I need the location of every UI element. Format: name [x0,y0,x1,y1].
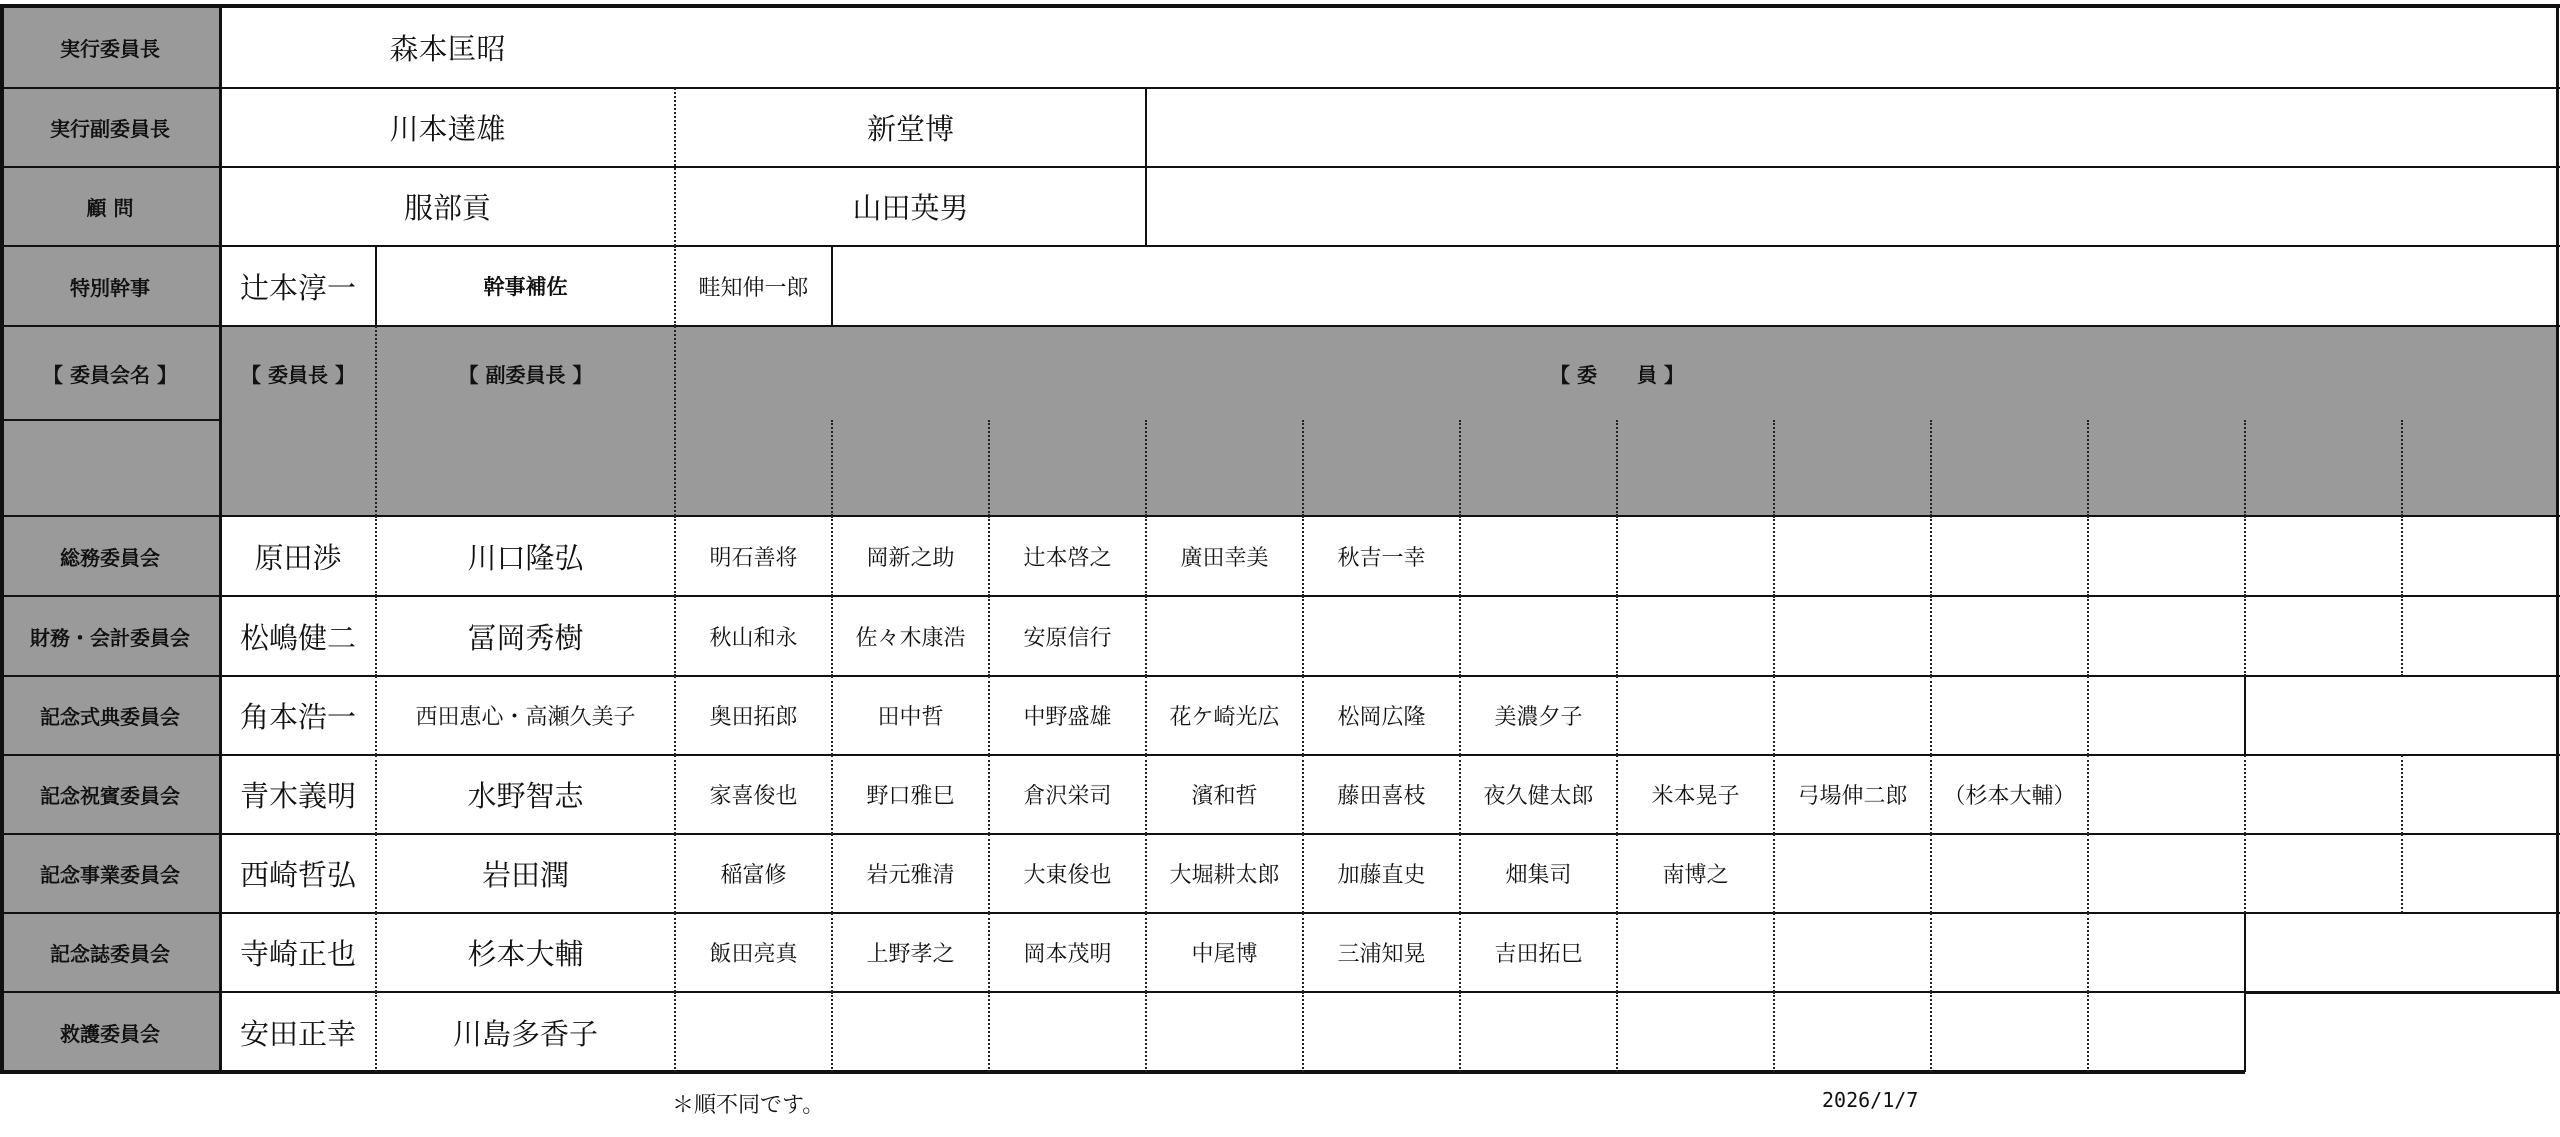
committee-member: 岡本茂明 [1023,942,1112,967]
row-dotted-divider [2401,834,2403,913]
row-dotted-divider [2401,755,2403,834]
row-dotted-divider [375,516,377,596]
row-dotted-divider [1930,516,1932,596]
top-dotted-divider [674,88,676,246]
committee-member [2245,676,2402,755]
committee-member: 岡新之助 [866,545,955,571]
row-dotted-divider [2244,834,2246,913]
chairman-label: 実行委員長 [0,6,220,88]
committee-member [2402,755,2559,834]
committee-member [2088,755,2245,834]
committee-member: 辻本啓之 [1023,545,1112,571]
row-dotted-divider [988,834,990,913]
committee-name: 総務委員会 [0,516,220,596]
committee-member: 佐々木康浩 [855,625,966,651]
committee-member: 飯田亮真 [709,942,798,967]
assistant-label: 幹事補佐 [483,275,568,299]
committee-member [1774,834,1931,913]
committee-vice: 水野智志 [467,779,584,813]
header-dotted-divider [1616,420,1618,516]
committee-member [1931,676,2088,755]
row-end-border [2244,992,2246,1072]
committee-member: 夜久健太郎 [1483,784,1594,809]
committee-member: 奥田拓郎 [709,705,798,730]
committee-member [1303,992,1460,1072]
row-dotted-divider [375,596,377,676]
committee-member [2402,596,2559,676]
row-dotted-divider [1930,676,1932,755]
header-members: 【 委 員 】 [675,326,2559,420]
committee-member [1774,516,1931,596]
row-dotted-divider [1459,676,1461,755]
committee-member [1774,992,1931,1072]
committee-member [1617,913,1774,992]
row-dotted-divider [1302,834,1304,913]
committee-name: 記念祝賓委員会 [0,755,220,834]
committee-member [1774,676,1931,755]
committee-member: 稲富修 [720,863,787,888]
row-dotted-divider [1302,913,1304,992]
header-dotted-divider [988,420,990,516]
row-dotted-divider [1145,676,1147,755]
committee-member [2245,834,2402,913]
row-dotted-divider [831,676,833,755]
header-chair: 【 委員長 】 [220,326,376,420]
header-dotted-divider [2244,420,2246,516]
committee-member: 南博之 [1662,863,1729,888]
committee-member [1617,676,1774,755]
committee-member: 松岡広隆 [1337,705,1426,730]
committee-member [675,992,832,1072]
row-dotted-divider [1930,596,1932,676]
committee-member: 三浦知晃 [1337,942,1426,967]
committee-member [1460,992,1617,1072]
committee-vice: 川口隆弘 [467,540,584,575]
footer-date: 2026/1/7 [1822,1088,1919,1112]
header-dotted-divider [674,326,676,516]
committee-member [2088,913,2245,992]
committee-chair: 安田正幸 [239,1016,356,1051]
committee-member: 安原信行 [1023,625,1112,651]
committee-member: 上野孝之 [866,942,955,967]
row-dotted-divider [674,992,676,1072]
committee-member [1931,834,2088,913]
committee-vice: 杉本大輔 [467,937,584,971]
row-dotted-divider [674,913,676,992]
header-dotted-divider [1773,420,1775,516]
row-dotted-divider [2087,992,2089,1072]
row-dotted-divider [1459,992,1461,1072]
row-dotted-divider [1773,516,1775,596]
row-line [0,245,2560,247]
committee-name: 記念誌委員会 [0,913,220,992]
committee-member [1617,516,1774,596]
committee-vice: 川島多香子 [452,1016,598,1051]
row-dotted-divider [674,755,676,834]
committee-member: 野口雅巳 [866,784,955,809]
row-dotted-divider [1773,913,1775,992]
committee-member: 岩元雅清 [866,863,955,888]
committee-member [2402,676,2559,755]
committee-member [989,992,1146,1072]
committee-member [2088,676,2245,755]
header-dotted-divider [1459,420,1461,516]
row-dotted-divider [1773,596,1775,676]
header-dotted-divider [2401,420,2403,516]
row-dotted-divider [1773,676,1775,755]
row-dotted-divider [1302,516,1304,596]
row-dotted-divider [2087,516,2089,596]
vice-chairman-name-1: 川本達雄 [389,112,506,146]
row-dotted-divider [988,913,990,992]
committee-member [2088,516,2245,596]
row-end-border [2244,676,2246,755]
row-dotted-divider [1145,834,1147,913]
committee-member: 大東俊也 [1023,863,1112,888]
row-dotted-divider [375,913,377,992]
row-dotted-divider [1145,992,1147,1072]
row-dotted-divider [674,676,676,755]
committee-member [2245,913,2402,992]
committee-member [1303,596,1460,676]
row-dotted-divider [831,596,833,676]
header-dotted-divider [2087,420,2089,516]
row-dotted-divider [1773,992,1775,1072]
row-dotted-divider [1930,834,1932,913]
committee-member [2088,992,2245,1072]
committee-member [1774,913,1931,992]
header-vice: 【 副委員長 】 [376,326,675,420]
committee-member: 弓場伸二郎 [1797,784,1908,809]
committee-member: 大堀耕太郎 [1169,863,1280,888]
row-dotted-divider [2244,516,2246,596]
row-dotted-divider [1616,755,1618,834]
row-line [2245,991,2560,994]
committee-member [2402,834,2559,913]
committee-member [1931,913,2088,992]
committee-member [2245,992,2402,1072]
committee-member [1460,516,1617,596]
outer-border-bottom [0,1070,2245,1074]
row-line [0,991,2245,993]
row-dotted-divider [831,516,833,596]
advisor-name-2: 山田英男 [852,191,969,225]
row-dotted-divider [375,834,377,913]
advisor-name-1: 服部貢 [403,191,491,225]
committee-member: 米本晃子 [1651,784,1740,809]
committee-member [2402,913,2559,992]
row-line [0,833,2560,835]
row-line [0,87,2560,89]
row-dotted-divider [831,834,833,913]
committee-member [1460,596,1617,676]
committee-member: 加藤直史 [1337,863,1426,888]
row-dotted-divider [674,516,676,596]
committee-chair: 原田渉 [254,540,342,575]
row-dotted-divider [1616,676,1618,755]
row-dotted-divider [2244,755,2246,834]
row-dotted-divider [1302,676,1304,755]
vice-chairman-name-2: 新堂博 [866,112,954,146]
row-line [0,675,2560,677]
committee-member [2088,834,2245,913]
row-dotted-divider [1302,596,1304,676]
row-dotted-divider [674,596,676,676]
row-dotted-divider [988,992,990,1072]
row-dotted-divider [1616,596,1618,676]
committee-member: （杉本大輔） [1943,784,2076,809]
committee-member [2245,516,2402,596]
header-dotted-divider [375,326,377,516]
row-dotted-divider [375,755,377,834]
committee-member: 廣田幸美 [1180,545,1269,571]
committee-member: 明石善将 [709,545,798,571]
top-dotted-divider [674,246,676,326]
row-line [0,912,2560,914]
footer-note: ＊順不同です。 [672,1093,825,1118]
committee-member [1931,516,2088,596]
committee-member [2402,992,2559,1072]
committee-chair: 角本浩一 [239,700,356,734]
row-dotted-divider [2401,596,2403,676]
committee-member: 畑集司 [1505,863,1572,888]
committee-member [1931,596,2088,676]
committee-member: 倉沢栄司 [1023,784,1112,809]
committee-member: 秋山和永 [709,625,798,651]
committee-member [2245,596,2402,676]
header-dotted-divider [1302,420,1304,516]
row-dotted-divider [988,755,990,834]
row-dotted-divider [1616,834,1618,913]
committee-name: 記念事業委員会 [0,834,220,913]
committee-member: 秋吉一幸 [1337,545,1426,571]
row-dotted-divider [1302,992,1304,1072]
row-dotted-divider [1145,516,1147,596]
row-dotted-divider [988,596,990,676]
committee-name: 記念式典委員会 [0,676,220,755]
committee-member [832,992,989,1072]
row-dotted-divider [1930,992,1932,1072]
advisor-label: 顧 問 [0,167,220,246]
row-dotted-divider [988,516,990,596]
committee-member [1146,992,1303,1072]
special-secretary-label: 特別幹事 [0,246,220,326]
committee-member [1617,596,1774,676]
committee-member: 家喜俊也 [709,784,798,809]
committee-member [2245,755,2402,834]
row-line [0,325,2560,327]
committee-member: 藤田喜枝 [1337,784,1426,809]
row-dotted-divider [2401,516,2403,596]
row-dotted-divider [1616,992,1618,1072]
row-dotted-divider [674,834,676,913]
row-dotted-divider [1616,516,1618,596]
committee-member [2402,516,2559,596]
committee-member: 吉田拓巳 [1494,942,1583,967]
committee-member: 中野盛雄 [1023,705,1112,730]
row-dotted-divider [375,992,377,1072]
committee-chair: 松嶋健二 [239,620,356,655]
row-dotted-divider [2087,755,2089,834]
row-dotted-divider [2244,596,2246,676]
row-line [0,595,2560,597]
row-line [0,166,2560,168]
committee-name: 財務・会計委員会 [0,596,220,676]
committee-member: 美濃夕子 [1494,705,1583,730]
committee-member: 濱和哲 [1191,784,1258,809]
committee-member [1774,596,1931,676]
committee-member: 田中哲 [877,705,944,730]
header-dotted-divider [1145,420,1147,516]
top-solid-divider [831,246,833,326]
row-dotted-divider [988,676,990,755]
chairman-name: 森本匡昭 [389,31,506,66]
row-dotted-divider [1616,913,1618,992]
committee-vice: 冨岡秀樹 [467,620,584,655]
committee-member: 花ケ崎光広 [1169,705,1280,730]
row-dotted-divider [1459,516,1461,596]
row-dotted-divider [1459,913,1461,992]
committee-member [1146,596,1303,676]
header-dotted-divider [1930,420,1932,516]
committee-chair: 寺崎正也 [239,937,356,971]
outer-border-right [2556,6,2559,992]
special-secretary-name: 辻本淳一 [239,270,356,305]
row-dotted-divider [1459,596,1461,676]
row-dotted-divider [375,676,377,755]
row-dotted-divider [1302,755,1304,834]
row-line [0,754,2560,756]
row-dotted-divider [1930,755,1932,834]
outer-border-top [0,4,2560,8]
header-dotted-divider [831,420,833,516]
committee-vice: 西田恵心・高瀬久美子 [415,705,636,730]
row-dotted-divider [1930,913,1932,992]
row-dotted-divider [831,992,833,1072]
assistant-name: 畦知伸一郎 [698,275,809,301]
header-committee: 【 委員会名 】 [0,326,220,420]
row-dotted-divider [1459,834,1461,913]
committee-chair: 青木義明 [239,779,356,813]
row-dotted-divider [2087,676,2089,755]
row-dotted-divider [1773,834,1775,913]
committee-member [1617,992,1774,1072]
row-dotted-divider [1459,755,1461,834]
row-dotted-divider [2087,596,2089,676]
committee-member: 中尾博 [1191,942,1258,967]
row-dotted-divider [2087,913,2089,992]
row-end-border [2244,913,2246,992]
committee-chair: 西崎哲弘 [239,858,356,892]
committee-vice: 岩田潤 [481,858,569,892]
row-line [0,419,220,421]
row-dotted-divider [831,913,833,992]
row-line [0,515,2560,517]
committee-member [2088,596,2245,676]
row-dotted-divider [1145,596,1147,676]
committee-name: 救護委員会 [0,992,220,1072]
row-dotted-divider [1145,913,1147,992]
row-dotted-divider [1145,755,1147,834]
vice-chairman-label: 実行副委員長 [0,88,220,167]
top-solid-divider [375,246,377,326]
top-solid-divider [1145,88,1147,246]
row-dotted-divider [2087,834,2089,913]
committee-member [1931,992,2088,1072]
row-dotted-divider [831,755,833,834]
row-dotted-divider [1773,755,1775,834]
